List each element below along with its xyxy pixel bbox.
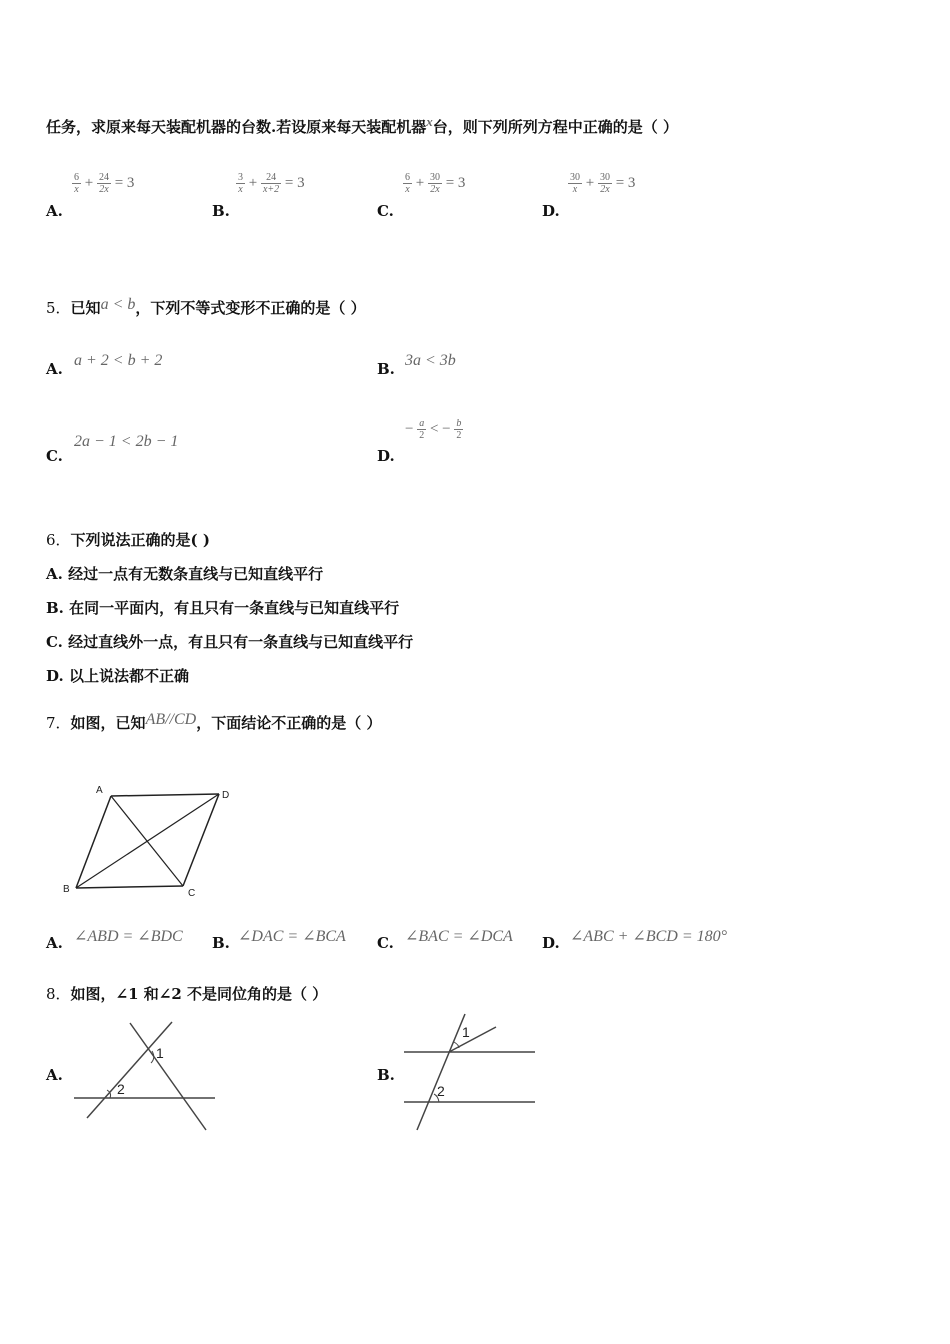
q6-option-c[interactable]: C. 经过直线外一点，有且只有一条直线与已知直线平行 <box>46 633 414 651</box>
q4-stem: 任务，求原来每天装配机器的台数.若设原来每天装配机器x台，则下列所列方程中正确的是（ ） <box>46 114 678 136</box>
q8-stem: 8．如图，∠1 和∠2 不是同位角的是（ ） <box>46 985 328 1003</box>
side-dc <box>183 794 219 886</box>
diagonal-bd <box>76 794 219 888</box>
q5-stem: 5．已知a < b，下列不等式变形不正确的是（ ） <box>46 296 366 317</box>
q7-parallelogram-figure <box>60 780 240 900</box>
q8-option-a-figure <box>70 1018 220 1133</box>
vertex-a-label: A <box>96 785 103 796</box>
side-ad <box>111 794 219 796</box>
angle-2-label: 2 <box>117 1081 125 1097</box>
ray <box>449 1027 496 1052</box>
angle-1-label: 1 <box>462 1024 470 1040</box>
q4-option-d-formula: $\frac{30}{x}$ + $\frac{30}{2x}$ = 3 <box>570 172 636 195</box>
transversal <box>417 1014 465 1130</box>
q8-option-b-figure <box>401 1010 541 1135</box>
vertex-d-label: D <box>222 790 230 801</box>
vertex-b-label: B <box>63 884 70 895</box>
q6-option-a[interactable]: A. 经过一点有无数条直线与已知直线平行 <box>46 565 324 583</box>
side-ab <box>76 796 111 888</box>
angle-1-label: 1 <box>156 1045 164 1061</box>
q6-option-d[interactable]: D. 以上说法都不正确 <box>46 667 189 685</box>
q4-option-a-formula: $\frac{6}{x}$ + $\frac{24}{2x}$ = 3 <box>74 172 135 195</box>
angle-2-label: 2 <box>437 1083 445 1099</box>
q6-option-b[interactable]: B. 在同一平面内，有且只有一条直线与已知直线平行 <box>46 599 400 617</box>
vertex-c-label: C <box>188 888 196 899</box>
q4-option-b-formula: $\frac{3}{x}$ + $\frac{24}{x+2}$ = 3 <box>238 172 305 195</box>
side-bc <box>76 886 183 888</box>
q4-option-c-formula: $\frac{6}{x}$ + $\frac{30}{2x}$ = 3 <box>405 172 466 195</box>
transversal-right <box>130 1023 206 1130</box>
q5-option-d-formula: − $\frac{a}{2}$ < − $\frac{b}{2}$ <box>405 418 462 441</box>
transversal-left <box>87 1022 172 1118</box>
q7-stem: 7．如图，已知AB//CD，下面结论不正确的是（ ） <box>46 711 382 732</box>
q6-stem: 6．下列说法正确的是( ) <box>46 531 210 549</box>
